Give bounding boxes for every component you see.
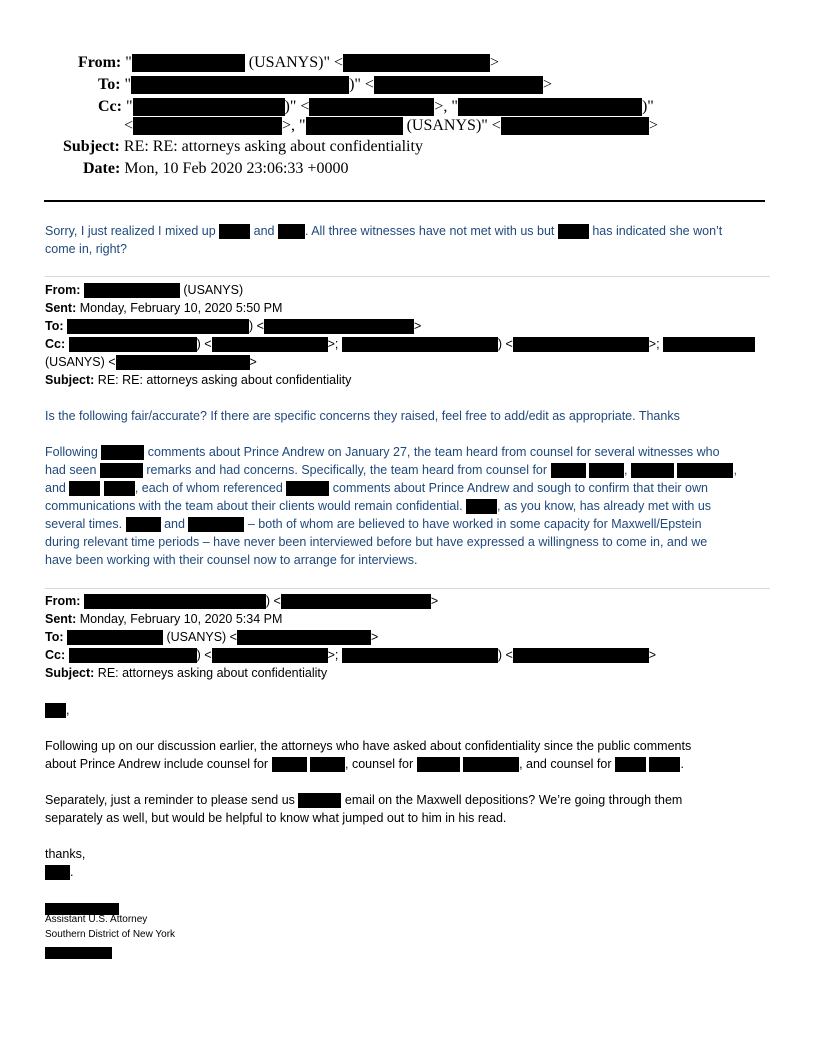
header-date-label: Date: [83, 160, 121, 177]
msg2-para-line-6 [45, 533, 770, 551]
redaction-box [677, 463, 733, 478]
redaction-box [67, 630, 163, 645]
redaction-box [310, 757, 345, 772]
header-text: )" [641, 98, 654, 115]
msg2-cc-line [45, 335, 770, 353]
header-cc-label: Cc: [98, 98, 122, 115]
msg3-body-line-1 [45, 737, 770, 755]
msg2-body-question [45, 407, 770, 425]
redaction-box [458, 98, 642, 116]
message-separator [45, 276, 770, 277]
redaction-box [69, 648, 197, 663]
msg2-para-line-2 [45, 461, 770, 479]
redaction-box [615, 757, 646, 772]
text-run: (USANYS) < [45, 355, 116, 369]
msg3-to-label: To: [45, 630, 64, 644]
msg3-sent-line [45, 610, 770, 628]
header-text: " [125, 98, 133, 115]
text-run: have been working with their counsel now to arrange for interviews. [45, 553, 418, 567]
text-run: , and counsel for [519, 757, 615, 771]
text-run: > [370, 630, 379, 644]
msg3-closing [45, 845, 770, 863]
redaction-box [133, 117, 282, 135]
text-run: > [648, 648, 657, 662]
header-subject-line [63, 137, 423, 157]
header-date-value: Mon, 10 Feb 2020 23:06:33 +0000 [124, 160, 349, 177]
text-run: and [160, 517, 189, 531]
msg2-from-label: From: [45, 283, 81, 297]
redaction-box [132, 54, 245, 72]
header-subject-value: RE: RE: attorneys asking about confidentiality [123, 138, 423, 155]
redaction-box [264, 319, 414, 334]
msg3-cc-line [45, 646, 770, 664]
redaction-box [466, 499, 497, 514]
text-run: has indicated she won’t [588, 224, 723, 238]
text-run: ) < [249, 319, 264, 333]
redaction-box [631, 463, 674, 478]
text-run: , [733, 463, 737, 477]
redaction-box [281, 594, 431, 609]
msg3-greeting [45, 701, 770, 719]
text-run: comments about Prince Andrew and sough to confirm that their own [329, 481, 708, 495]
signature-contact-redaction [45, 944, 112, 962]
text-run: Separately, just a reminder to please send us [45, 793, 299, 807]
redaction-box [551, 463, 586, 478]
redaction-box [84, 283, 180, 298]
redaction-box [513, 337, 649, 352]
redaction-box [219, 224, 250, 239]
redaction-box [663, 337, 755, 352]
redaction-box [272, 757, 307, 772]
msg3-sent-label: Sent: [45, 612, 77, 626]
header-text: )" < [349, 76, 374, 93]
header-to-label: To: [98, 76, 121, 93]
text-run: Following [45, 445, 102, 459]
text-run: email on the Maxwell depositions? We’re going through them [341, 793, 683, 807]
header-text: (USANYS)" < [402, 117, 501, 134]
msg3-subject-label: Subject: [45, 666, 95, 680]
redaction-box [342, 337, 498, 352]
header-divider [44, 200, 765, 202]
msg2-cc-line-2 [45, 353, 770, 371]
header-text: " [125, 54, 132, 71]
reply-line-2 [45, 240, 770, 258]
text-run: , [624, 463, 631, 477]
redaction-box [100, 463, 143, 478]
text-run: ) < [196, 337, 212, 351]
text-run: , as you know, has already met with us [497, 499, 712, 513]
msg3-body-line-3 [45, 791, 770, 809]
header-text: > [648, 117, 658, 134]
msg2-sent-line [45, 299, 770, 317]
text-run: ) < [265, 594, 281, 608]
header-from-label: From: [78, 54, 122, 71]
reply-line-1 [45, 222, 770, 240]
text-run: during relevant time periods – have never been interviewed before but have expressed a willingness to come in, and we [45, 535, 708, 549]
redaction-box [286, 481, 329, 496]
signature-title: Assistant U.S. Attorney [45, 914, 148, 925]
redaction-box [101, 445, 144, 460]
msg2-para-line-1 [45, 443, 770, 461]
text-run: come in, right? [45, 242, 127, 256]
msg2-para-line-3 [45, 479, 770, 497]
text-run: >; [648, 337, 664, 351]
header-cc-line-2 [124, 116, 658, 136]
header-text: >, " [434, 98, 458, 115]
text-run: ) < [497, 648, 513, 662]
msg2-subject-label: Subject: [45, 373, 95, 387]
text-run: communications with the team about their clients would remain confidential. [45, 499, 467, 513]
redaction-box [188, 517, 244, 532]
text-run: and [45, 481, 70, 495]
redaction-box [501, 117, 649, 135]
redaction-box [278, 224, 305, 239]
msg2-subject-value: RE: RE: attorneys asking about confidentiality [97, 373, 352, 387]
redaction-box [84, 594, 266, 609]
redaction-box [463, 757, 519, 772]
msg2-subject-line [45, 371, 770, 389]
text-run: and [250, 224, 278, 238]
header-date-line [83, 159, 348, 179]
msg3-body-line-4 [45, 809, 770, 827]
text-run: >; [327, 648, 342, 662]
redaction-box [417, 757, 460, 772]
header-text: >, " [282, 117, 306, 134]
signature-office: Southern District of New York [45, 929, 176, 940]
text-run: > [430, 594, 439, 608]
text-run: . [70, 865, 74, 879]
redaction-box [237, 630, 371, 645]
msg3-from-label: From: [45, 594, 81, 608]
msg2-to-line [45, 317, 770, 335]
text-run: , counsel for [345, 757, 417, 771]
msg2-para-line-7 [45, 551, 770, 569]
redaction-box [212, 648, 328, 663]
text-run: several times. [45, 517, 126, 531]
msg3-subject-value: RE: attorneys asking about confidentiality [97, 666, 328, 680]
msg3-to-line [45, 628, 770, 646]
text-run: – both of whom are believed to have worked in some capacity for Maxwell/Epstein [244, 517, 702, 531]
redaction-box [343, 54, 490, 72]
redaction-box [309, 98, 434, 116]
header-text: > [490, 54, 500, 71]
text-run: had seen [45, 463, 100, 477]
redaction-box [45, 947, 112, 959]
redaction-box [45, 865, 70, 880]
msg2-sent-label: Sent: [45, 301, 77, 315]
header-from-line [78, 53, 499, 73]
header-text: " [124, 76, 132, 93]
redaction-box [104, 481, 135, 496]
msg2-from-line [45, 281, 770, 299]
redaction-box [649, 757, 680, 772]
text-run: > [249, 355, 257, 369]
msg3-sent-value: Monday, February 10, 2020 5:34 PM [79, 612, 283, 626]
message-separator [45, 588, 770, 589]
text-run: . [680, 757, 684, 771]
redaction-box [306, 117, 403, 135]
msg2-to-label: To: [45, 319, 64, 333]
redaction-box [69, 481, 100, 496]
text-run: Sorry, I just realized I mixed up [45, 224, 220, 238]
redaction-box [126, 517, 161, 532]
header-subject-label: Subject: [63, 138, 120, 155]
text-run: , [66, 703, 70, 717]
text-run: comments about Prince Andrew on January 27, the team heard from counsel for several witnesses who [144, 445, 720, 459]
redaction-box [212, 337, 328, 352]
redaction-box [374, 76, 543, 94]
text-run: thanks, [45, 847, 86, 861]
text-run: >; [327, 337, 342, 351]
redaction-box [298, 793, 341, 808]
redaction-box [342, 648, 498, 663]
redaction-box [116, 355, 250, 370]
header-text: < [124, 117, 134, 134]
redaction-box [67, 319, 249, 334]
text-run: Following up on our discussion earlier, the attorneys who have asked about confidentiality since the public comments [45, 739, 692, 753]
header-text: )" < [284, 98, 310, 115]
text-run: ) < [196, 648, 212, 662]
redaction-box [45, 703, 66, 718]
redaction-box [69, 337, 197, 352]
msg2-cc-label: Cc: [45, 337, 66, 351]
text-run: remarks and had concerns. Specifically, the team heard from counsel for [142, 463, 551, 477]
header-cc-line [98, 97, 654, 117]
text-run: (USANYS) < [163, 630, 237, 644]
text-run: separately as well, but would be helpful to know what jumped out to him in his read. [45, 811, 507, 825]
redaction-box [589, 463, 624, 478]
text-run: , each of whom referenced [134, 481, 287, 495]
msg3-subject-line [45, 664, 770, 682]
msg2-sent-value: Monday, February 10, 2020 5:50 PM [79, 301, 283, 315]
msg3-from-line [45, 592, 770, 610]
header-text: > [542, 76, 552, 93]
redaction-box [558, 224, 589, 239]
msg2-para-line-5 [45, 515, 770, 533]
msg2-para-line-4 [45, 497, 770, 515]
text-run: > [413, 319, 422, 333]
text-run: about Prince Andrew include counsel for [45, 757, 272, 771]
text-run: . All three witnesses have not met with us but [304, 224, 558, 238]
redaction-box [131, 76, 349, 94]
header-text: (USANYS)" < [244, 54, 344, 71]
redaction-box [513, 648, 649, 663]
header-to-line [98, 75, 552, 95]
msg3-closing-name [45, 863, 770, 881]
msg3-cc-label: Cc: [45, 648, 66, 662]
text-run: Is the following fair/accurate? If there are specific concerns they raised, feel free to add/edit as appropriate. Thanks [45, 409, 680, 423]
text-run: (USANYS) [179, 283, 244, 297]
msg3-body-line-2 [45, 755, 770, 773]
text-run: ) < [497, 337, 513, 351]
redaction-box [133, 98, 285, 116]
